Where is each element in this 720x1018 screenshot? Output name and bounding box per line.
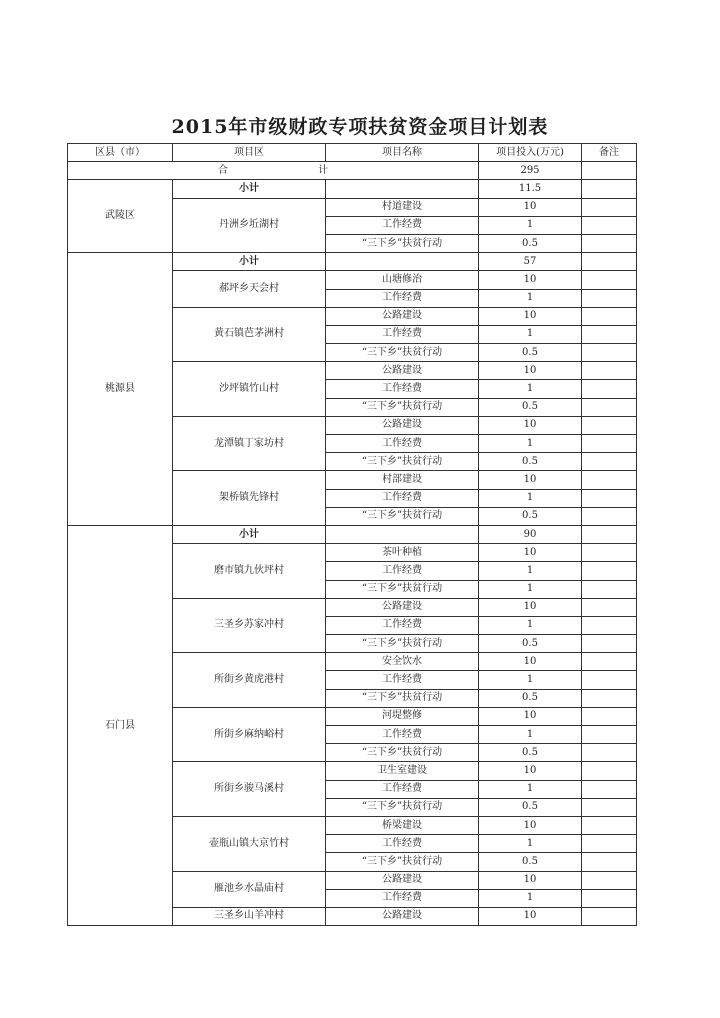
district-name: 桃源县 bbox=[68, 253, 173, 526]
remark-cell bbox=[582, 253, 637, 271]
project-name: “三下乡”扶贫行动 bbox=[326, 689, 479, 707]
project-name: 桥梁建设 bbox=[326, 816, 479, 834]
project-name: “三下乡”扶贫行动 bbox=[326, 580, 479, 598]
remark-cell bbox=[582, 271, 637, 289]
project-name: “三下乡”扶贫行动 bbox=[326, 234, 479, 252]
remark-cell bbox=[582, 616, 637, 634]
remark-cell bbox=[582, 580, 637, 598]
remark-cell bbox=[582, 653, 637, 671]
header-district: 区县（市） bbox=[68, 144, 173, 162]
project-amount: 1 bbox=[479, 435, 582, 453]
remark-cell bbox=[582, 489, 637, 507]
project-amount: 10 bbox=[479, 362, 582, 380]
project-amount: 0.5 bbox=[479, 507, 582, 525]
project-name: 工作经费 bbox=[326, 216, 479, 234]
project-name: “三下乡”扶贫行动 bbox=[326, 853, 479, 871]
remark-cell bbox=[582, 362, 637, 380]
project-name: 河堤整修 bbox=[326, 707, 479, 725]
project-name: 工作经费 bbox=[326, 562, 479, 580]
project-name: 茶叶种植 bbox=[326, 544, 479, 562]
project-name: 工作经费 bbox=[326, 325, 479, 343]
project-amount: 0.5 bbox=[479, 453, 582, 471]
remark-cell bbox=[582, 416, 637, 434]
page-title: 2015年市级财政专项扶贫资金项目计划表 bbox=[171, 116, 549, 138]
village-name: 龙潭镇丁家坊村 bbox=[173, 416, 326, 471]
project-name: “三下乡”扶贫行动 bbox=[326, 798, 479, 816]
village-name: 雁池乡水晶庙村 bbox=[173, 871, 326, 907]
project-amount: 10 bbox=[479, 871, 582, 889]
project-name: 工作经费 bbox=[326, 671, 479, 689]
project-amount: 1 bbox=[479, 616, 582, 634]
village-name: 壶瓶山镇大京竹村 bbox=[173, 816, 326, 871]
subtotal-row bbox=[68, 180, 637, 198]
subtotal-label: 小计 bbox=[173, 180, 326, 198]
project-amount: 10 bbox=[479, 907, 582, 925]
remark-cell bbox=[582, 853, 637, 871]
project-amount: 10 bbox=[479, 598, 582, 616]
subtotal-row bbox=[68, 253, 637, 271]
subtotal-amount: 90 bbox=[479, 525, 582, 543]
village-name: 所街乡黄虎港村 bbox=[173, 653, 326, 708]
project-amount: 1 bbox=[479, 889, 582, 907]
village-name: 三圣乡山羊冲村 bbox=[173, 907, 326, 925]
district-name: 武陵区 bbox=[68, 180, 173, 253]
remark-cell bbox=[582, 507, 637, 525]
project-name: 工作经费 bbox=[326, 289, 479, 307]
table-body bbox=[68, 144, 637, 926]
remark-cell bbox=[582, 798, 637, 816]
remark-cell bbox=[582, 435, 637, 453]
remark-cell bbox=[582, 525, 637, 543]
remark-cell bbox=[582, 398, 637, 416]
remark-cell bbox=[582, 762, 637, 780]
village-name: 郝坪乡天会村 bbox=[173, 271, 326, 307]
remark-cell bbox=[582, 780, 637, 798]
project-name: “三下乡”扶贫行动 bbox=[326, 507, 479, 525]
project-name: 工作经费 bbox=[326, 780, 479, 798]
remark-cell bbox=[582, 307, 637, 325]
remark-cell bbox=[582, 180, 637, 198]
project-name: 安全饮水 bbox=[326, 653, 479, 671]
village-name: 所街乡骏马溪村 bbox=[173, 762, 326, 817]
header-row bbox=[68, 144, 637, 162]
project-amount: 1 bbox=[479, 562, 582, 580]
remark-cell bbox=[582, 562, 637, 580]
project-amount: 1 bbox=[479, 489, 582, 507]
project-name: “三下乡”扶贫行动 bbox=[326, 398, 479, 416]
subtotal-label: 小计 bbox=[173, 525, 326, 543]
project-amount: 0.5 bbox=[479, 635, 582, 653]
district-name: 石门县 bbox=[68, 525, 173, 925]
project-amount: 0.5 bbox=[479, 689, 582, 707]
subtotal-amount: 11.5 bbox=[479, 180, 582, 198]
project-name: 公路建设 bbox=[326, 598, 479, 616]
village-name: 架桥镇先锋村 bbox=[173, 471, 326, 526]
project-name: 工作经费 bbox=[326, 889, 479, 907]
village-name: 黄石镇芭茅洲村 bbox=[173, 307, 326, 362]
project-name: 村部建设 bbox=[326, 471, 479, 489]
village-name: 所街乡麻纳峪村 bbox=[173, 707, 326, 762]
remark-cell bbox=[582, 816, 637, 834]
project-name: 公路建设 bbox=[326, 362, 479, 380]
remark-cell bbox=[582, 453, 637, 471]
project-name: 公路建设 bbox=[326, 416, 479, 434]
project-name: 卫生室建设 bbox=[326, 762, 479, 780]
remark-cell bbox=[582, 162, 637, 180]
funding-plan-table bbox=[67, 143, 637, 926]
project-amount: 10 bbox=[479, 544, 582, 562]
project-name: “三下乡”扶贫行动 bbox=[326, 344, 479, 362]
project-amount: 0.5 bbox=[479, 234, 582, 252]
subtotal-project-cell bbox=[326, 253, 479, 271]
remark-cell bbox=[582, 689, 637, 707]
project-name: 工作经费 bbox=[326, 380, 479, 398]
remark-cell bbox=[582, 380, 637, 398]
remark-cell bbox=[582, 744, 637, 762]
project-amount: 1 bbox=[479, 726, 582, 744]
project-amount: 1 bbox=[479, 835, 582, 853]
project-amount: 10 bbox=[479, 707, 582, 725]
project-name: 公路建设 bbox=[326, 871, 479, 889]
project-amount: 10 bbox=[479, 653, 582, 671]
subtotal-amount: 57 bbox=[479, 253, 582, 271]
total-label-cell bbox=[68, 162, 479, 180]
header-investment: 项目投入(万元) bbox=[479, 144, 582, 162]
subtotal-project-cell bbox=[326, 525, 479, 543]
header-area: 项目区 bbox=[173, 144, 326, 162]
remark-cell bbox=[582, 325, 637, 343]
project-name: 公路建设 bbox=[326, 907, 479, 925]
project-name: 村道建设 bbox=[326, 198, 479, 216]
total-label-right: 计 bbox=[318, 164, 328, 176]
remark-cell bbox=[582, 726, 637, 744]
remark-cell bbox=[582, 598, 637, 616]
project-amount: 10 bbox=[479, 816, 582, 834]
village-name: 磨市镇九伙坪村 bbox=[173, 544, 326, 599]
subtotal-row bbox=[68, 525, 637, 543]
remark-cell bbox=[582, 635, 637, 653]
project-amount: 0.5 bbox=[479, 744, 582, 762]
project-name: 工作经费 bbox=[326, 489, 479, 507]
remark-cell bbox=[582, 216, 637, 234]
project-amount: 1 bbox=[479, 671, 582, 689]
project-name: “三下乡”扶贫行动 bbox=[326, 635, 479, 653]
project-amount: 0.5 bbox=[479, 344, 582, 362]
village-name: 丹洲乡坵湖村 bbox=[173, 198, 326, 253]
project-amount: 0.5 bbox=[479, 398, 582, 416]
remark-cell bbox=[582, 234, 637, 252]
project-amount: 10 bbox=[479, 198, 582, 216]
project-amount: 1 bbox=[479, 580, 582, 598]
project-name: “三下乡”扶贫行动 bbox=[326, 744, 479, 762]
subtotal-project-cell bbox=[326, 180, 479, 198]
project-name: 工作经费 bbox=[326, 835, 479, 853]
project-amount: 10 bbox=[479, 416, 582, 434]
project-name: 公路建设 bbox=[326, 307, 479, 325]
remark-cell bbox=[582, 544, 637, 562]
project-amount: 10 bbox=[479, 307, 582, 325]
project-amount: 0.5 bbox=[479, 798, 582, 816]
project-name: 工作经费 bbox=[326, 616, 479, 634]
header-project-name: 项目名称 bbox=[326, 144, 479, 162]
remark-cell bbox=[582, 707, 637, 725]
remark-cell bbox=[582, 671, 637, 689]
project-amount: 1 bbox=[479, 325, 582, 343]
project-amount: 1 bbox=[479, 216, 582, 234]
project-name: 工作经费 bbox=[326, 726, 479, 744]
remark-cell bbox=[582, 344, 637, 362]
remark-cell bbox=[582, 871, 637, 889]
remark-cell bbox=[582, 198, 637, 216]
project-amount: 10 bbox=[479, 762, 582, 780]
subtotal-label: 小计 bbox=[173, 253, 326, 271]
total-row bbox=[68, 162, 637, 180]
remark-cell bbox=[582, 889, 637, 907]
project-amount: 10 bbox=[479, 471, 582, 489]
remark-cell bbox=[582, 907, 637, 925]
village-name: 沙坪镇竹山村 bbox=[173, 362, 326, 417]
project-name: 山塘修治 bbox=[326, 271, 479, 289]
total-label-left: 合 bbox=[218, 164, 228, 176]
project-amount: 0.5 bbox=[479, 853, 582, 871]
remark-cell bbox=[582, 471, 637, 489]
project-name: 工作经费 bbox=[326, 435, 479, 453]
project-amount: 1 bbox=[479, 780, 582, 798]
project-amount: 1 bbox=[479, 380, 582, 398]
village-name: 三圣乡苏家冲村 bbox=[173, 598, 326, 653]
header-remark: 备注 bbox=[582, 144, 637, 162]
project-amount: 10 bbox=[479, 271, 582, 289]
remark-cell bbox=[582, 835, 637, 853]
project-amount: 1 bbox=[479, 289, 582, 307]
remark-cell bbox=[582, 289, 637, 307]
total-amount: 295 bbox=[479, 162, 582, 180]
project-name: “三下乡”扶贫行动 bbox=[326, 453, 479, 471]
